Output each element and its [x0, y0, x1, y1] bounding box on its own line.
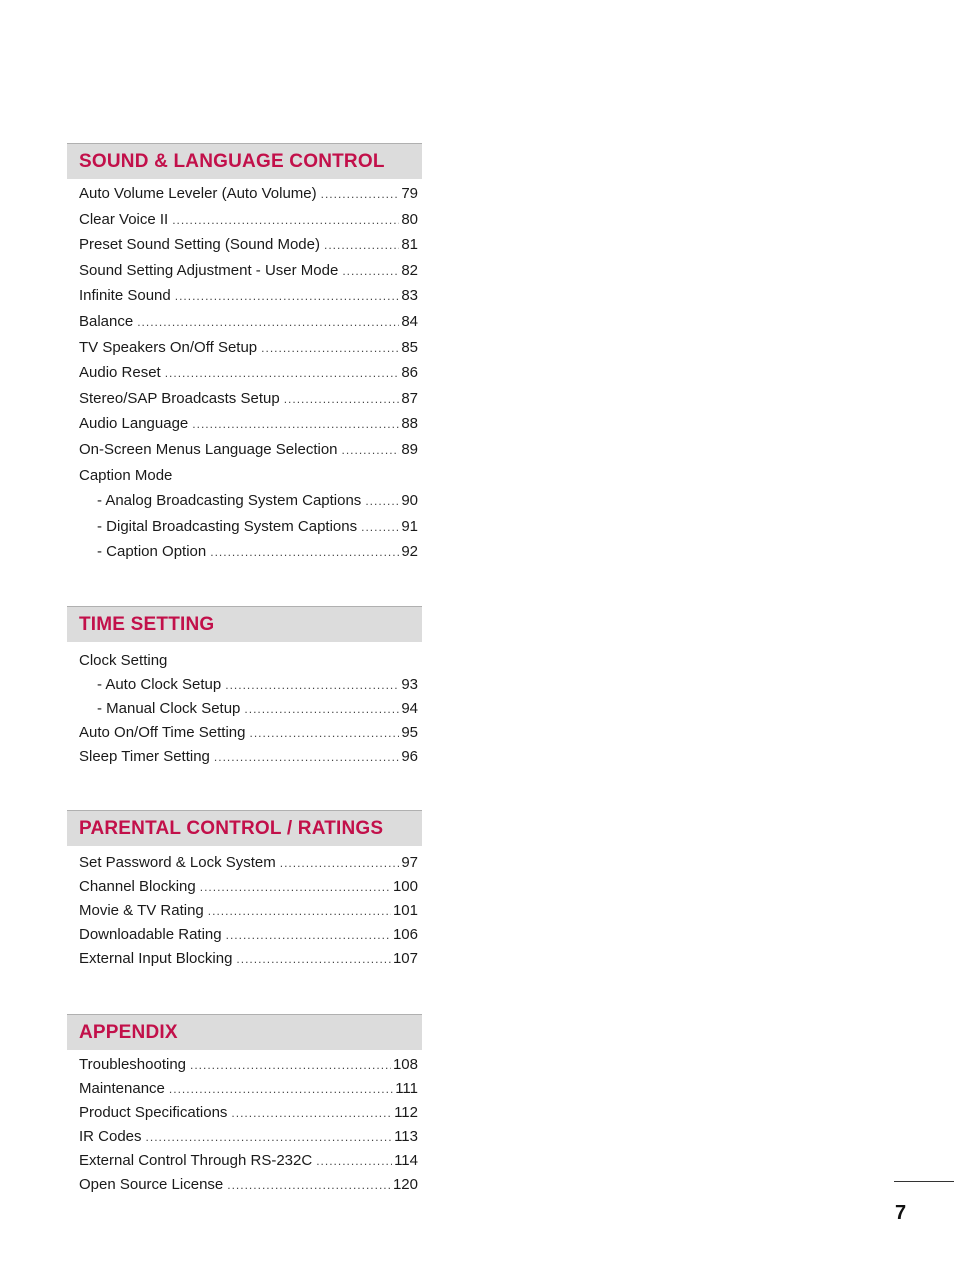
toc-entry-page: 107: [392, 950, 418, 967]
toc-entry-page: 91: [401, 517, 418, 535]
section-title: PARENTAL CONTROL / RATINGS: [79, 817, 384, 839]
dot-leader: [214, 751, 399, 763]
toc-entry-page: 92: [401, 543, 418, 561]
dot-leader: [190, 1059, 391, 1071]
toc-entry-label: - Analog Broadcasting System Captions: [97, 492, 362, 510]
toc-entry-page: 81: [401, 236, 418, 254]
toc-entry[interactable]: [79, 855, 418, 879]
toc-entry-page: 113: [394, 1128, 418, 1145]
section-appendix: [67, 1014, 422, 1201]
toc-entry-label: Balance: [79, 312, 134, 330]
toc-entry-label: Auto On/Off Time Setting: [79, 724, 246, 741]
toc-entry-list: [67, 186, 422, 570]
toc-entry[interactable]: [79, 365, 418, 391]
toc-entry-label: Preset Sound Setting (Sound Mode): [79, 236, 320, 254]
section-header: [67, 1014, 422, 1050]
toc-entry-label: External Control Through RS-232C: [79, 1152, 313, 1169]
toc-entry-page: 114: [394, 1152, 418, 1169]
toc-entry-label: Movie & TV Rating: [79, 902, 204, 919]
toc-entry-page: 108: [392, 1056, 418, 1073]
toc-entry[interactable]: [79, 186, 418, 212]
dot-leader: [316, 1155, 392, 1167]
dot-leader: [200, 881, 391, 893]
toc-entry-label: - Caption Option: [97, 543, 207, 561]
toc-entry[interactable]: [79, 1177, 418, 1201]
toc-entry-page: 88: [401, 415, 418, 433]
toc-entry[interactable]: [79, 212, 418, 238]
toc-entry[interactable]: [79, 1057, 418, 1081]
dot-leader: [249, 727, 399, 739]
toc-entry[interactable]: [79, 879, 418, 903]
toc-entry-list: [67, 653, 422, 773]
toc-entry-label: Infinite Sound: [79, 287, 171, 305]
toc-entry-label: - Manual Clock Setup: [97, 700, 241, 717]
toc-entry-label: - Digital Broadcasting System Captions: [97, 517, 358, 535]
toc-entry-page: 90: [401, 492, 418, 510]
toc-entry[interactable]: [79, 1105, 418, 1129]
dot-leader: [146, 1131, 393, 1143]
toc-entry[interactable]: [79, 519, 418, 545]
toc-entry[interactable]: [79, 653, 418, 677]
toc-entry-page: 101: [392, 902, 418, 919]
toc-entry[interactable]: [79, 725, 418, 749]
dot-leader: [210, 546, 399, 558]
dot-leader: [236, 953, 391, 965]
dot-leader: [169, 1083, 393, 1095]
dot-leader: [226, 929, 391, 941]
toc-entry[interactable]: [79, 701, 418, 725]
toc-entry[interactable]: [79, 442, 418, 468]
toc-entry-page: 83: [401, 287, 418, 305]
toc-entry-page: 87: [401, 389, 418, 407]
toc-entry-label: Audio Language: [79, 415, 189, 433]
toc-entry-list: [67, 855, 422, 975]
toc-entry-label: External Input Blocking: [79, 950, 233, 967]
toc-entry-page: 84: [401, 312, 418, 330]
toc-entry[interactable]: [79, 288, 418, 314]
dot-leader: [208, 905, 391, 917]
toc-entry[interactable]: [79, 340, 418, 366]
toc-entry-page: 100: [392, 878, 418, 895]
toc-entry-label: Maintenance: [79, 1080, 165, 1097]
dot-leader: [324, 239, 399, 251]
toc-entry-label: Clock Setting: [79, 652, 168, 669]
toc-entry-label: Downloadable Rating: [79, 926, 222, 943]
dot-leader: [225, 679, 399, 691]
section-sound-language: [67, 143, 422, 570]
footer-rule: [894, 1181, 954, 1182]
toc-entry[interactable]: [79, 1153, 418, 1177]
toc-entry-label: Channel Blocking: [79, 878, 196, 895]
toc-entry-label: On-Screen Menus Language Selection: [79, 440, 338, 458]
toc-entry-page: 111: [395, 1080, 418, 1097]
dot-leader: [342, 444, 400, 456]
toc-entry-label: Troubleshooting: [79, 1056, 187, 1073]
dot-leader: [261, 342, 399, 354]
section-header: [67, 143, 422, 179]
dot-leader: [280, 857, 400, 869]
section-title: APPENDIX: [79, 1021, 178, 1043]
dot-leader: [227, 1179, 391, 1191]
dot-leader: [192, 418, 399, 430]
toc-entry-label: Clear Voice II: [79, 210, 169, 228]
dot-leader: [365, 495, 399, 507]
toc-entry-label: Caption Mode: [79, 466, 173, 484]
toc-entry[interactable]: [79, 416, 418, 442]
dot-leader: [165, 367, 400, 379]
toc-entry[interactable]: [79, 677, 418, 701]
toc-entry-list: [67, 1057, 422, 1201]
toc-entry-page: 93: [401, 676, 418, 693]
page-number: 7: [895, 1202, 907, 1224]
toc-entry-label: Stereo/SAP Broadcasts Setup: [79, 389, 280, 407]
toc-entry-page: 120: [392, 1176, 418, 1193]
section-title: SOUND & LANGUAGE CONTROL: [79, 150, 385, 172]
section-header: [67, 606, 422, 642]
toc-entry-page: 95: [401, 724, 418, 741]
toc-entry-label: Open Source License: [79, 1176, 224, 1193]
toc-entry-page: 106: [392, 926, 418, 943]
toc-entry-label: - Auto Clock Setup: [97, 676, 222, 693]
section-title: TIME SETTING: [79, 613, 215, 635]
toc-entry[interactable]: [79, 927, 418, 951]
toc-entry[interactable]: [79, 1081, 418, 1105]
dot-leader: [321, 188, 400, 200]
toc-entry-page: 79: [401, 185, 418, 202]
dot-leader: [137, 316, 399, 328]
toc-entry-page: 94: [401, 700, 418, 717]
toc-entry-page: 89: [401, 440, 418, 458]
toc-entry-label: Sound Setting Adjustment - User Mode: [79, 261, 339, 279]
toc-entry-label: Set Password & Lock System: [79, 854, 276, 871]
toc-entry[interactable]: [79, 468, 418, 494]
toc-entry[interactable]: [79, 903, 418, 927]
dot-leader: [231, 1107, 392, 1119]
toc-entry-page: 86: [401, 364, 418, 382]
toc-entry-page: 97: [401, 854, 418, 871]
dot-leader: [284, 393, 400, 405]
toc-entry[interactable]: [79, 263, 418, 289]
dot-leader: [342, 265, 399, 277]
toc-entry[interactable]: [79, 749, 418, 773]
toc-entry-label: Product Specifications: [79, 1104, 228, 1121]
section-header: [67, 810, 422, 846]
toc-entry-label: Auto Volume Leveler (Auto Volume): [79, 185, 317, 202]
dot-leader: [361, 521, 399, 533]
toc-entry-page: 80: [401, 210, 418, 228]
toc-entry-label: Audio Reset: [79, 364, 161, 382]
toc-entry[interactable]: [79, 391, 418, 417]
dot-leader: [175, 290, 400, 302]
toc-entry[interactable]: [79, 544, 418, 570]
dot-leader: [172, 214, 399, 226]
section-parental-control: [67, 810, 422, 975]
toc-entry[interactable]: [79, 314, 418, 340]
dot-leader: [244, 703, 399, 715]
toc-entry-label: Sleep Timer Setting: [79, 748, 210, 765]
toc-entry[interactable]: [79, 237, 418, 263]
toc-entry-page: 85: [401, 338, 418, 356]
toc-entry[interactable]: [79, 493, 418, 519]
toc-entry-page: 82: [401, 261, 418, 279]
toc-entry-label: TV Speakers On/Off Setup: [79, 338, 258, 356]
toc-entry-page: 112: [394, 1104, 418, 1121]
toc-entry-page: 96: [401, 748, 418, 765]
toc-entry-label: IR Codes: [79, 1128, 142, 1145]
toc-entry[interactable]: [79, 1129, 418, 1153]
section-time-setting: [67, 606, 422, 773]
toc-entry[interactable]: [79, 951, 418, 975]
